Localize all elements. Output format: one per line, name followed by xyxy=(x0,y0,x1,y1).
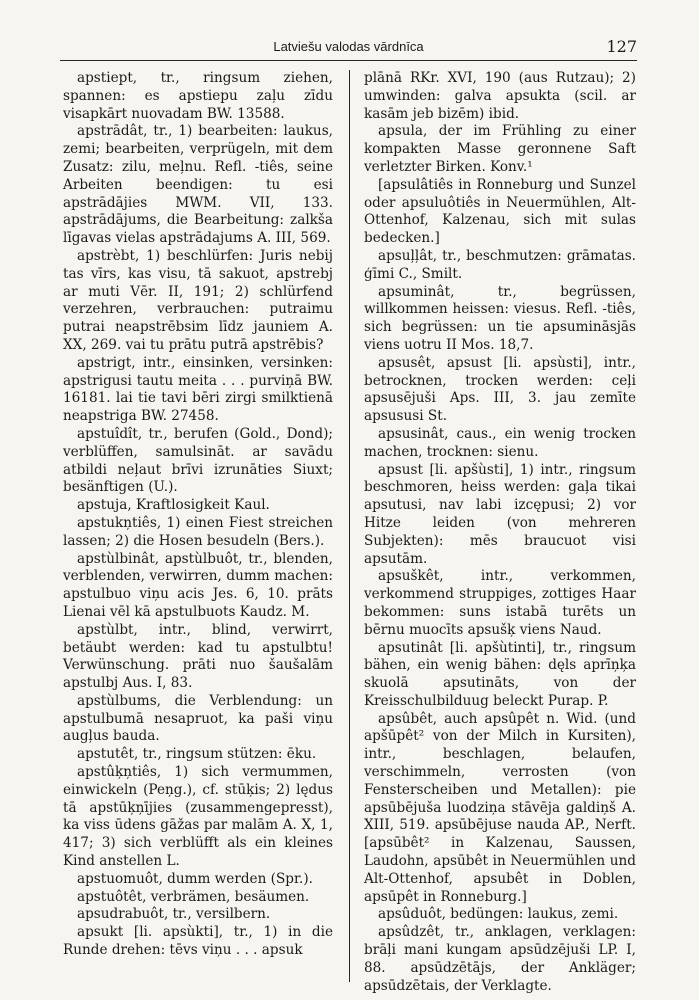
dictionary-entry: apstuôtêt, verbrämen, besäumen. xyxy=(77,888,310,905)
dictionary-entry: apsudrabuôt, tr., versilbern. xyxy=(77,906,271,923)
dictionary-entry: apstrigt, intr., einsinken, versinken: apstrigusi tautu meita . . . purviņā BW. 16181. lai tie tavi bēri zirgi smilktienā neapstriga BW. 27458. xyxy=(63,354,333,425)
dictionary-entry: apstùlbinât, apstùlbuôt, tr., blenden, verblenden, verwirren, dumm machen: apstulbuo viņu acis Jes. 6, 10. prāts Lienai vēl kā apstulbuots Kaudz. M. xyxy=(63,550,333,620)
column-divider xyxy=(349,70,350,982)
dictionary-entry: [apsulâtiês in Ronneburg und Sunzel oder apsuluôtiês in Neuermühlen, Alt-Ottenhof, Kalzenau, sich mit sulas bedecken.] xyxy=(364,176,636,247)
page-title: Latviešu valodas vārdnīca xyxy=(273,39,424,54)
page-header xyxy=(60,38,637,61)
dictionary-entry: apstrādât, tr., 1) bearbeiten: laukus, zemi; bearbeiten, verprügeln, mit dem Zusatz: zilu, meļnu. Refl. -tiês, seine Arbeiten beendigen: tu esi apstrādājies MWM. VII, 133. apstrādājums, die Bearbeitung: zalkša līgavas vielas apstrādajums A. III, 569. xyxy=(63,123,333,247)
dictionary-entry: apstùlbt, intr., blind, verwirrt, betäubt werden: kad tu apstulbtu! Verwünschung. prāti nuo šaušalām apstulbj Aus. I, 83. xyxy=(63,621,333,692)
dictionary-entry: apstukņtiês, 1) einen Fiest streichen lassen; 2) die Hosen besudeln (Bers.). xyxy=(63,514,333,549)
right-column xyxy=(364,70,636,995)
page-number: 127 xyxy=(606,37,637,56)
dictionary-entry: apsutinât [li. apšùtinti], tr., ringsum bähen, ein wenig bähen: dęls aprīņķa skuolā apsutināts, von der Kreisschulbilduug beleckt Purap. P. xyxy=(364,639,636,709)
dictionary-entry: apstuomuôt, dumm werden (Spr.). xyxy=(77,870,313,887)
dictionary-entry: apsusinât, caus., ein wenig trocken machen, trocknen: sienu. xyxy=(364,425,636,460)
dictionary-entry: apstûķņtiês, 1) sich vermummen, einwickeln (Peņg.), cf. stūķis; 2) lędus tā apstūķņījies (zusammengepresst), ka viss ūdens gāžas par malām A. X, 1, 417; 3) sich verblüfft als ein kleines Kind anstellen L. xyxy=(63,764,333,870)
dictionary-entry: apsûdzêt, tr., anklagen, verklagen: brāļi mani kungam apsūdzējuši LP. I, 88. apsūdzētājs, der Ankläger; apsūdzētais, der Verklagte. xyxy=(364,924,636,994)
dictionary-entry: apsûduôt, bedüngen: laukus, zemi. xyxy=(378,906,619,923)
dictionary-entry: apsuškêt, intr., verkommen, verkommend struppiges, zottiges Haar bekommen: suns istabā turēts un bērnu muocīts apsušķ viens Naud. xyxy=(364,568,636,638)
dictionary-entry-continued: plānā RKr. XVI, 190 (aus Rutzau); 2) umwinden: galva apsukta (scil. ar kasām jeb bizēm) ibid. xyxy=(364,70,636,122)
dictionary-entry: apsusêt, apsust [li. apsùsti], intr., betrocknen, trocken werden: ceļi apsusējuši Aps. III, 3. jau zemīte apsususi St. xyxy=(364,354,636,425)
dictionary-entry: apstùlbums, die Verblendung: un apstulbumā nesapruot, ka paši viņu augļus bauda. xyxy=(63,692,333,745)
left-column xyxy=(63,70,333,960)
dictionary-entry: apsûbêt, auch apsûpêt n. Wid. (und apšūpêt² von der Milch in Kursiten), intr., beschlagen, belaufen, verschimmeln, verrosten (von Fensterscheiben und Metallen): pie apsūbējuša luodziņa stāvēja galdiņš A. XIII, 519. apsūbējuse nauda AP., Nerft. [apsūbêt² in Kalzenau, Saussen, Laudohn, apsūbêt in Neuermühlen und Alt-Ottenhof, apsubêt in Doblen, apsūpêt in Ronneburg.] xyxy=(364,710,636,905)
dictionary-entry: apsust [li. apšùsti], 1) intr., ringsum beschmoren, heiss werden: gaļa tikai apsutusi, nav labi izcępusi; 2) vor Hitze leiden (von mehreren Subjekten): mēs braucuot visi apsutām. xyxy=(364,461,636,567)
dictionary-entry: apstutêt, tr., ringsum stützen: ēku. xyxy=(77,746,317,763)
dictionary-entry: apsuminât, tr., begrüssen, willkommen heissen: viesus. Refl. -tiês, sich begrüssen: un tie apsumināsjās viens uotru II Mos. 18,7. xyxy=(364,283,636,353)
dictionary-entry: apstiept, tr., ringsum ziehen, spannen: es apstiepu zaļu zīdu visapkārt nuovadam BW. 13588. xyxy=(63,70,333,122)
dictionary-entry: apstrèbt, 1) beschlürfen: Juris nebij tas vīrs, kas visu, tā sakuot, apstrebj ar muti Vēr. II, 191; 2) schlürfend verzehren, verbrauchen: putraimu putrai neapstrēbsim līdz jauniem A. XX, 269. vai tu prātu putrā apstrēbis? xyxy=(63,247,333,353)
dictionary-entry: apsula, der im Frühling zu einer kompakten Masse geronnene Saft verletzter Birken. Konv.¹ xyxy=(364,123,636,175)
dictionary-entry: apsuļļât, tr., beschmutzen: grāmatas. ģīmi C., Smilt. xyxy=(364,247,636,282)
dictionary-entry: apstuîdît, tr., berufen (Gold., Dond); verblüffen, samulsināt. ar savādu atbildi neļaut brīvi izrunāties Siuxt; besänftigen (U.). xyxy=(63,425,333,496)
dictionary-entry: apsukt [li. apsùkti], tr., 1) in die Runde drehen: tēvs viņu . . . apsuk xyxy=(63,924,333,959)
dictionary-entry: apstuja, Kraftlosigkeit Kaul. xyxy=(77,497,270,514)
